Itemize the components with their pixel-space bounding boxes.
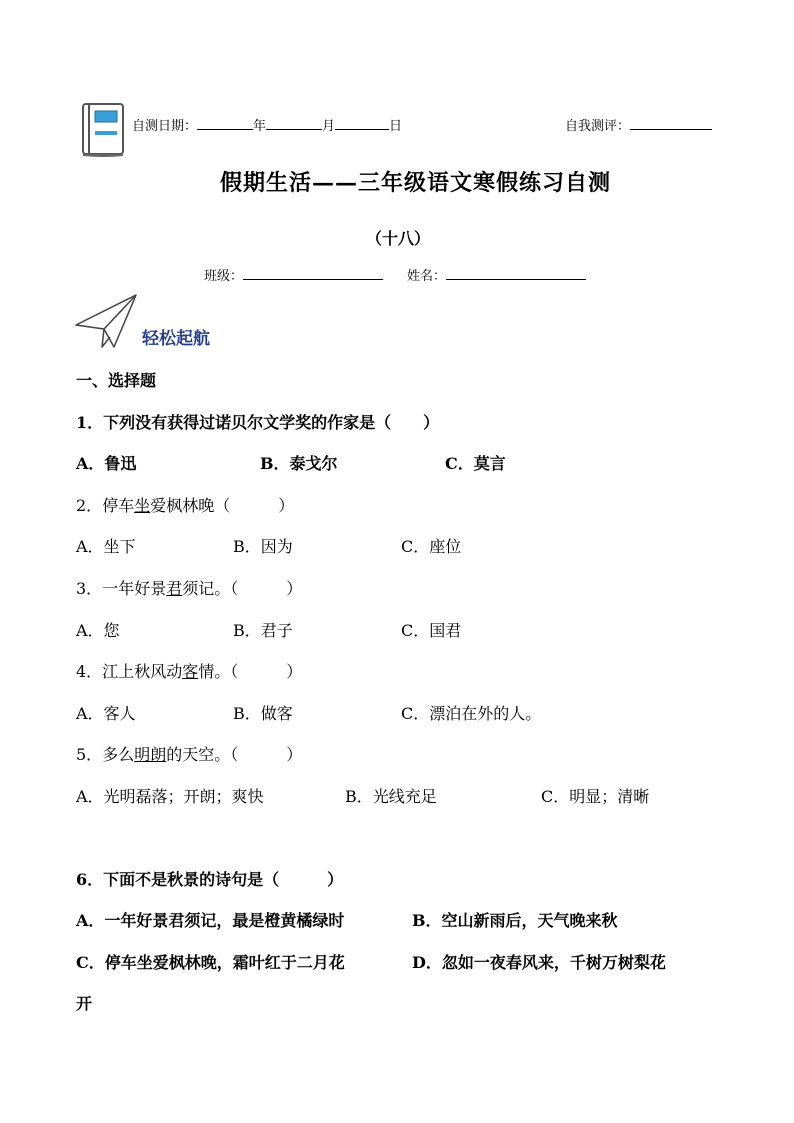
q6-option-c[interactable]: C．停车坐爱枫林晚，霜叶红于二月花 xyxy=(76,953,345,972)
q5-option-a[interactable]: A．光明磊落；开朗；爽快 xyxy=(76,787,264,806)
q3-option-c[interactable]: C．国君 xyxy=(401,621,462,640)
q3-option-b[interactable]: B．君子 xyxy=(233,621,293,640)
question-number: 2． xyxy=(76,496,103,515)
question-stem: 下面不是秋景的诗句是（ ） xyxy=(103,870,344,889)
paper-plane-icon xyxy=(74,293,140,351)
stem-underlined: 客 xyxy=(182,662,199,681)
question-3 xyxy=(76,576,302,599)
day-blank[interactable] xyxy=(335,117,389,130)
question-number: 6． xyxy=(76,870,104,889)
stem-pre: 多么 xyxy=(102,745,135,764)
class-label: 班级： xyxy=(204,269,244,284)
year-blank[interactable] xyxy=(197,117,253,130)
self-test-date xyxy=(132,115,402,134)
eval-blank[interactable] xyxy=(630,117,712,130)
class-blank[interactable] xyxy=(243,267,383,280)
q2-option-a[interactable]: A．坐下 xyxy=(76,537,136,556)
question-number: 4． xyxy=(76,662,103,681)
stem-underlined: 明朗 xyxy=(134,745,167,764)
book-icon xyxy=(80,102,128,158)
q5-option-b[interactable]: B．光线充足 xyxy=(345,787,437,806)
page-subtitle: （十八） xyxy=(366,229,431,248)
stem-post: 情。（ ） xyxy=(198,662,303,681)
stem-post: 的天空。（ ） xyxy=(166,745,303,764)
question-number: 1． xyxy=(76,413,104,432)
month-label: 月 xyxy=(322,119,336,134)
stem-pre: 一年好景 xyxy=(102,579,167,598)
section-heading: 一、选择题 xyxy=(76,371,157,390)
q6-option-a[interactable]: A．一年好景君须记，最是橙黄橘绿时 xyxy=(76,911,345,930)
stem-post: 爱枫林晚（ ） xyxy=(150,496,295,515)
name-label: 姓名： xyxy=(407,269,447,284)
q5-option-c[interactable]: C．明显；清晰 xyxy=(541,787,650,806)
page-title: 假期生活——三年级语文寒假练习自测 xyxy=(220,170,612,196)
q6-option-d-continuation: 开 xyxy=(76,994,93,1013)
q6-option-d[interactable]: D．忽如一夜春风来，千树万树梨花 xyxy=(412,953,666,972)
question-stem: 下列没有获得过诺贝尔文学奖的作家是（ ） xyxy=(103,413,440,432)
q1-option-b[interactable]: B．泰戈尔 xyxy=(260,454,338,473)
question-6 xyxy=(76,867,343,890)
q4-option-b[interactable]: B．做客 xyxy=(233,704,293,723)
question-5 xyxy=(76,742,302,765)
q4-option-a[interactable]: A．客人 xyxy=(76,704,136,723)
date-label: 自测日期： xyxy=(132,119,198,134)
q2-option-b[interactable]: B．因为 xyxy=(233,537,293,556)
stem-pre: 停车 xyxy=(102,496,135,515)
month-blank[interactable] xyxy=(266,117,322,130)
question-2 xyxy=(76,493,294,516)
q1-option-a[interactable]: A．鲁迅 xyxy=(76,454,137,473)
day-label: 日 xyxy=(389,119,403,134)
class-field xyxy=(204,265,383,284)
question-4 xyxy=(76,659,302,682)
question-1 xyxy=(76,410,439,433)
q4-option-c[interactable]: C．漂泊在外的人。 xyxy=(401,704,542,723)
section-banner: 轻松起航 xyxy=(142,329,210,349)
stem-pre: 江上秋风动 xyxy=(102,662,183,681)
q1-option-c[interactable]: C．莫言 xyxy=(445,454,506,473)
question-number: 5． xyxy=(76,745,103,764)
year-label: 年 xyxy=(253,119,267,134)
question-number: 3． xyxy=(76,579,103,598)
stem-post: 须记。（ ） xyxy=(182,579,303,598)
name-blank[interactable] xyxy=(446,267,586,280)
self-evaluation xyxy=(565,115,712,134)
stem-underlined: 君 xyxy=(166,579,183,598)
q3-option-a[interactable]: A．您 xyxy=(76,621,120,640)
q2-option-c[interactable]: C．座位 xyxy=(401,537,462,556)
eval-label: 自我测评： xyxy=(565,119,631,134)
stem-underlined: 坐 xyxy=(134,496,151,515)
name-field xyxy=(407,265,586,284)
q6-option-b[interactable]: B．空山新雨后，天气晚来秋 xyxy=(412,911,618,930)
